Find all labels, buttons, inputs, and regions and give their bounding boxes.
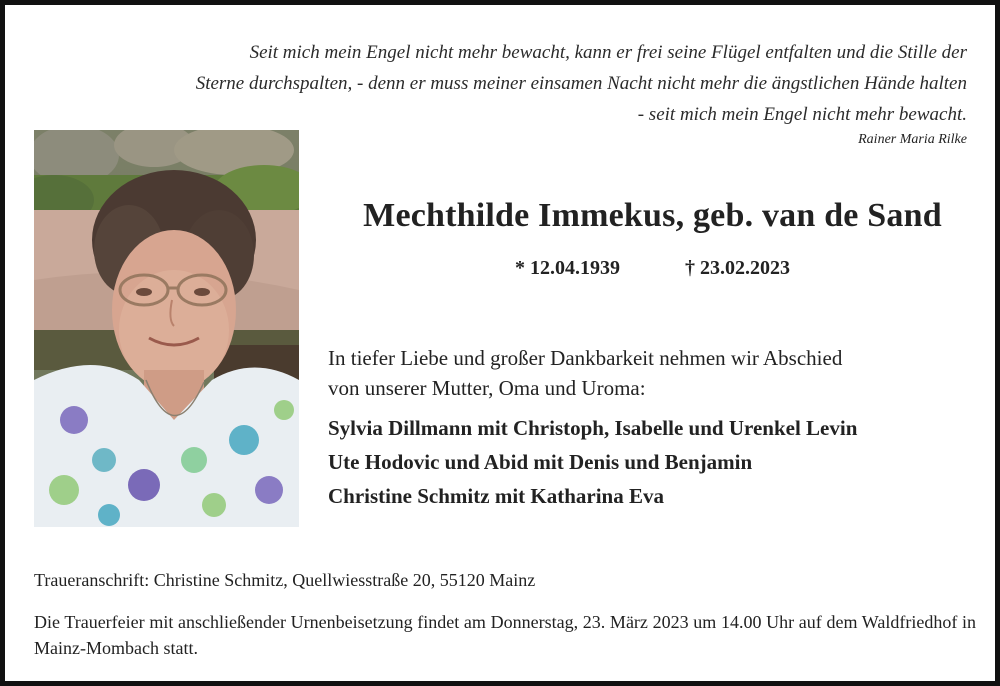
farewell-line: von unserer Mutter, Oma und Uroma:	[328, 376, 646, 400]
quote-line: - seit mich mein Engel nicht mehr bewacht.	[637, 104, 967, 125]
family-member: Ute Hodovic und Abid mit Denis und Benjamin	[328, 450, 753, 474]
family-list	[328, 411, 988, 513]
quote-line: Sterne durchspalten, - denn er muss meiner einsamen Nacht nicht mehr die ängstlichen Hände halten	[195, 73, 967, 94]
portrait-photo	[34, 130, 299, 527]
farewell-text	[328, 343, 978, 403]
mourning-address: Traueranschrift: Christine Schmitz, Quellwiesstraße 20, 55120 Mainz	[34, 570, 536, 590]
death-date: † 23.02.2023	[685, 257, 790, 279]
farewell-line: In tiefer Liebe und großer Dankbarkeit nehmen wir Abschied	[328, 346, 843, 370]
family-member: Christine Schmitz mit Katharina Eva	[328, 484, 664, 508]
quote-line: Seit mich mein Engel nicht mehr bewacht, kann er frei seine Flügel entfalten und die Stille der	[249, 42, 967, 63]
life-dates	[305, 257, 1000, 280]
family-member: Sylvia Dillmann mit Christoph, Isabelle und Urenkel Levin	[328, 416, 858, 440]
quote-author: Rainer Maria Rilke	[858, 132, 967, 147]
funeral-info: Die Trauerfeier mit anschließender Urnenbeisetzung findet am Donnerstag, 23. März 2023 um 14.00 Uhr auf dem Waldfriedhof in Mainz-Mombach statt.	[34, 612, 976, 658]
birth-date: * 12.04.1939	[515, 257, 620, 279]
poem-quote	[17, 37, 967, 130]
deceased-name: Mechthilde Immekus, geb. van de Sand	[363, 197, 942, 234]
